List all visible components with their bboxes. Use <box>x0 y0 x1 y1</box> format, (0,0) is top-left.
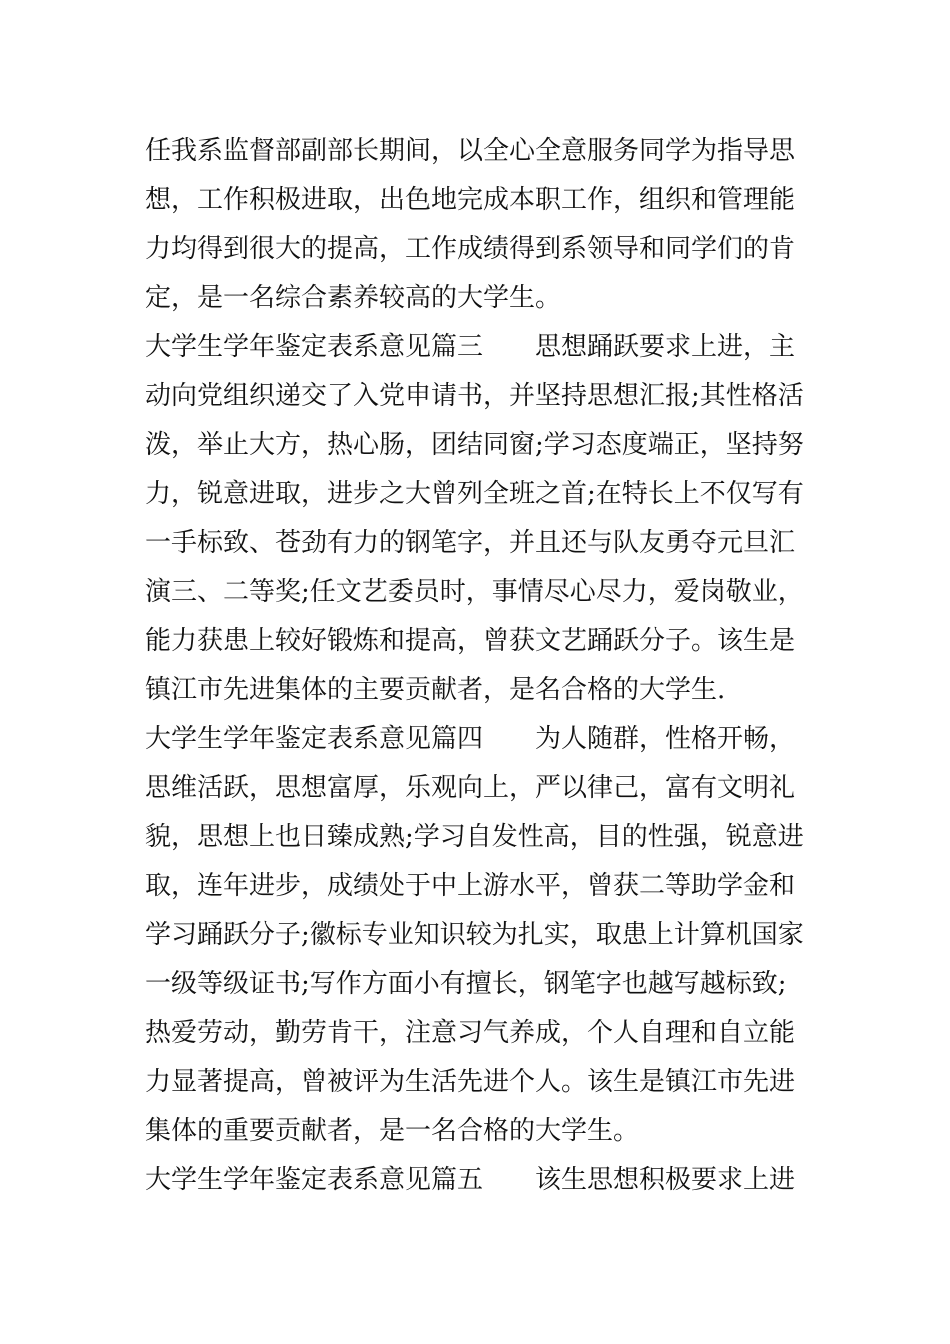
text-line: 定，是一名综合素养较高的大学生。 <box>145 283 562 313</box>
text-line: 学习踊跃分子;徽标专业知识较为扎实，取患上计算机国家 <box>145 920 804 950</box>
text-line: 力均得到很大的提高，工作成绩得到系领导和同学们的肯 <box>145 234 796 264</box>
section-heading-line: 大学生学年鉴定表系意见篇五 该生思想积极要求上进 <box>145 1165 796 1195</box>
section-heading-line: 大学生学年鉴定表系意见篇三 思想踊跃要求上进，主 <box>145 332 796 362</box>
text-line: 镇江市先进集体的主要贡献者，是名合格的大学生. <box>145 675 726 705</box>
text-line: 取，连年进步，成绩处于中上游水平，曾获二等助学金和 <box>145 871 796 901</box>
text-line: 一级等级证书;写作方面小有擅长，钢笔字也越写越标致; <box>145 969 787 999</box>
text-line: 一手标致、苍劲有力的钢笔字，并且还与队友勇夺元旦汇 <box>145 528 796 558</box>
text-line: 思维活跃，思想富厚，乐观向上，严以律己，富有文明礼 <box>145 773 796 803</box>
text-line: 动向党组织递交了入党申请书，并坚持思想汇报;其性格活 <box>145 381 804 411</box>
text-line: 泼，举止大方，热心肠，团结同窗;学习态度端正，坚持努 <box>145 430 804 460</box>
section-heading-line: 大学生学年鉴定表系意见篇四 为人随群，性格开畅， <box>145 724 796 754</box>
text-line: 力显著提高，曾被评为生活先进个人。该生是镇江市先进 <box>145 1067 796 1097</box>
text-line: 集体的重要贡献者，是一名合格的大学生。 <box>145 1116 640 1146</box>
document-body <box>145 127 810 1205</box>
text-line: 想，工作积极进取，出色地完成本职工作，组织和管理能 <box>145 185 796 215</box>
text-line: 貌，思想上也日臻成熟;学习自发性高，目的性强，锐意进 <box>145 822 804 852</box>
text-line: 能力获患上较好锻炼和提高，曾获文艺踊跃分子。该生是 <box>145 626 796 656</box>
text-line: 任我系监督部副部长期间，以全心全意服务同学为指导思 <box>145 136 796 166</box>
text-line: 力，锐意进取，进步之大曾列全班之首;在特长上不仅写有 <box>145 479 804 509</box>
text-line: 热爱劳动，勤劳肯干，注意习气养成，个人自理和自立能 <box>145 1018 796 1048</box>
text-line: 演三、二等奖;任文艺委员时，事情尽心尽力，爱岗敬业， <box>145 577 804 607</box>
